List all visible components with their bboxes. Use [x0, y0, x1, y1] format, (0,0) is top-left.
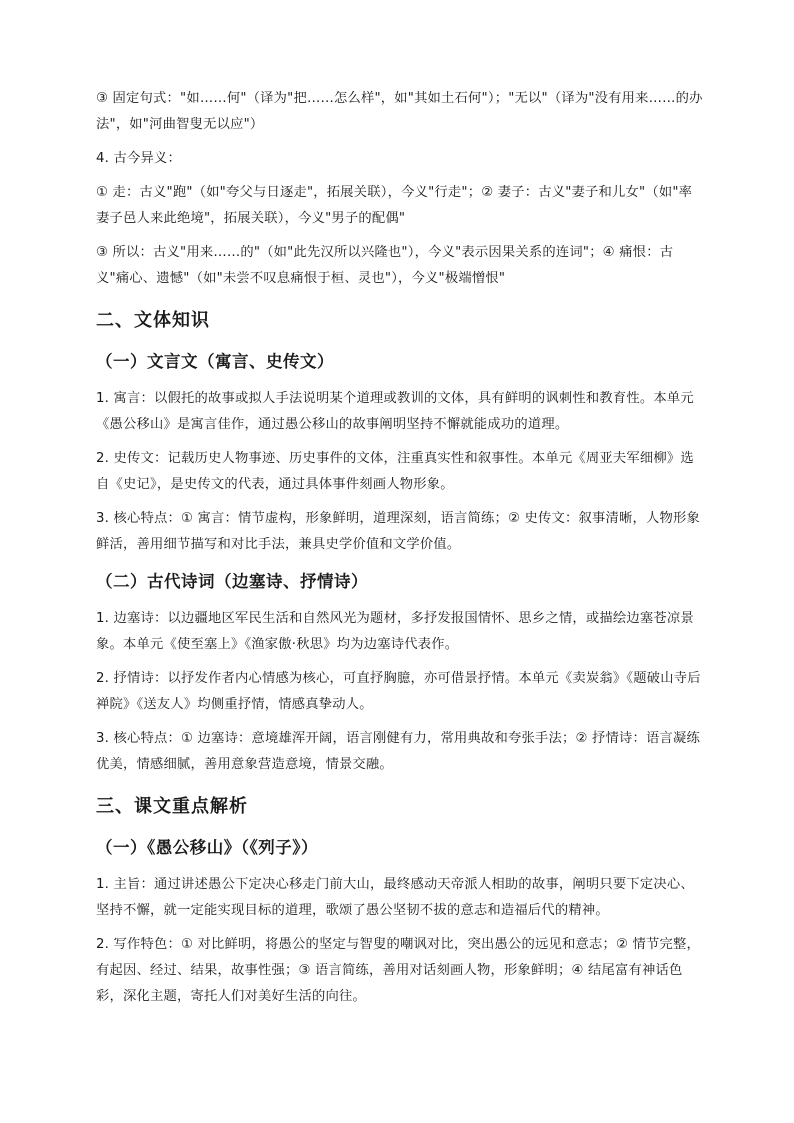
- section-heading-text-analysis: 三、课文重点解析: [96, 796, 248, 817]
- frontier-poetry-paragraph: 1. 边塞诗：以边疆地区军民生活和自然风光为题材，多抒发报国情怀、思乡之情，或描绘边塞苍凉景象。本单元《使至塞上》《渔家傲·秋思》均为边塞诗代表作。: [96, 611, 694, 652]
- poetry-features-paragraph: 3. 核心特点：① 边塞诗：意境雄浑开阔，语言刚健有力，常用典故和夸张手法；② 抒情诗：语言凝练优美，情感细腻，善用意象营造意境，情景交融。: [96, 731, 700, 772]
- ancient-modern-heading: 4. 古今异义：: [96, 151, 181, 166]
- fable-paragraph: 1. 寓言：以假托的故事或拟人手法说明某个道理或教训的文体，具有鲜明的讽刺性和教育性。本单元《愚公移山》是寓言佳作，通过愚公移山的故事阐明坚持不懈就能成功的道理。: [96, 391, 694, 432]
- subheading-classical-prose: （一）文言文（寓言、史传文）: [96, 352, 334, 371]
- ancient-modern-item-1-2: ① 走：古义"跑"（如"夸父与日逐走"，拓展关联），今义"行走"；② 妻子：古义"妻子和儿女"（如"率妻子邑人来此绝境"，拓展关联），今义"男子的配偶": [96, 185, 693, 226]
- section-heading-genre: 二、文体知识: [96, 310, 210, 331]
- document-page: [96, 86, 704, 1018]
- writing-features-paragraph: 2. 写作特色：① 对比鲜明，将愚公的坚定与智叟的嘲讽对比，突出愚公的远见和意志；② 情节完整，有起因、经过、结果，故事性强；③ 语言简练，善用对话刻画人物，形象鲜明；④ 结尾富有神话色彩，深化主题，寄托人们对美好生活的向往。: [96, 937, 700, 1004]
- lyric-poetry-paragraph: 2. 抒情诗：以抒发作者内心情感为核心，可直抒胸臆，亦可借景抒情。本单元《卖炭翁》《题破山寺后禅院》《送友人》均侧重抒情，情感真挚动人。: [96, 671, 701, 712]
- subheading-yugong: （一）《愚公移山》（《列子》）: [96, 838, 318, 857]
- biography-paragraph: 2. 史传文：记载历史人物事迹、历史事件的文体，注重真实性和叙事性。本单元《周亚夫军细柳》选自《史记》，是史传文的代表，通过具体事件刻画人物形象。: [96, 451, 694, 492]
- prose-features-paragraph: 3. 核心特点：① 寓言：情节虚构，形象鲜明，道理深刻，语言简练；② 史传文：叙事清晰，人物形象鲜活，善用细节描写和对比手法，兼具史学价值和文学价值。: [96, 511, 700, 552]
- ancient-modern-item-3-4: ③ 所以：古义"用来……的"（如"此先汉所以兴隆也"），今义"表示因果关系的连词"；④ 痛恨：古义"痛心、遗憾"（如"未尝不叹息痛恨于桓、灵也"），今义"极端憎恨": [96, 245, 674, 286]
- theme-paragraph: 1. 主旨：通过讲述愚公下定决心移走门前大山，最终感动天帝派人相助的故事，阐明只要下定决心、坚持不懈，就一定能实现目标的道理，歌颂了愚公坚韧不拔的意志和造福后代的精神。: [96, 877, 694, 918]
- subheading-ancient-poetry: （二）古代诗词（边塞诗、抒情诗）: [96, 572, 368, 591]
- fixed-pattern-paragraph: ③ 固定句式："如……何"（译为"把……怎么样"，如"其如土石何"）；"无以"（译为"没有用来……的办法"，如"河曲智叟无以应"）: [96, 91, 703, 132]
